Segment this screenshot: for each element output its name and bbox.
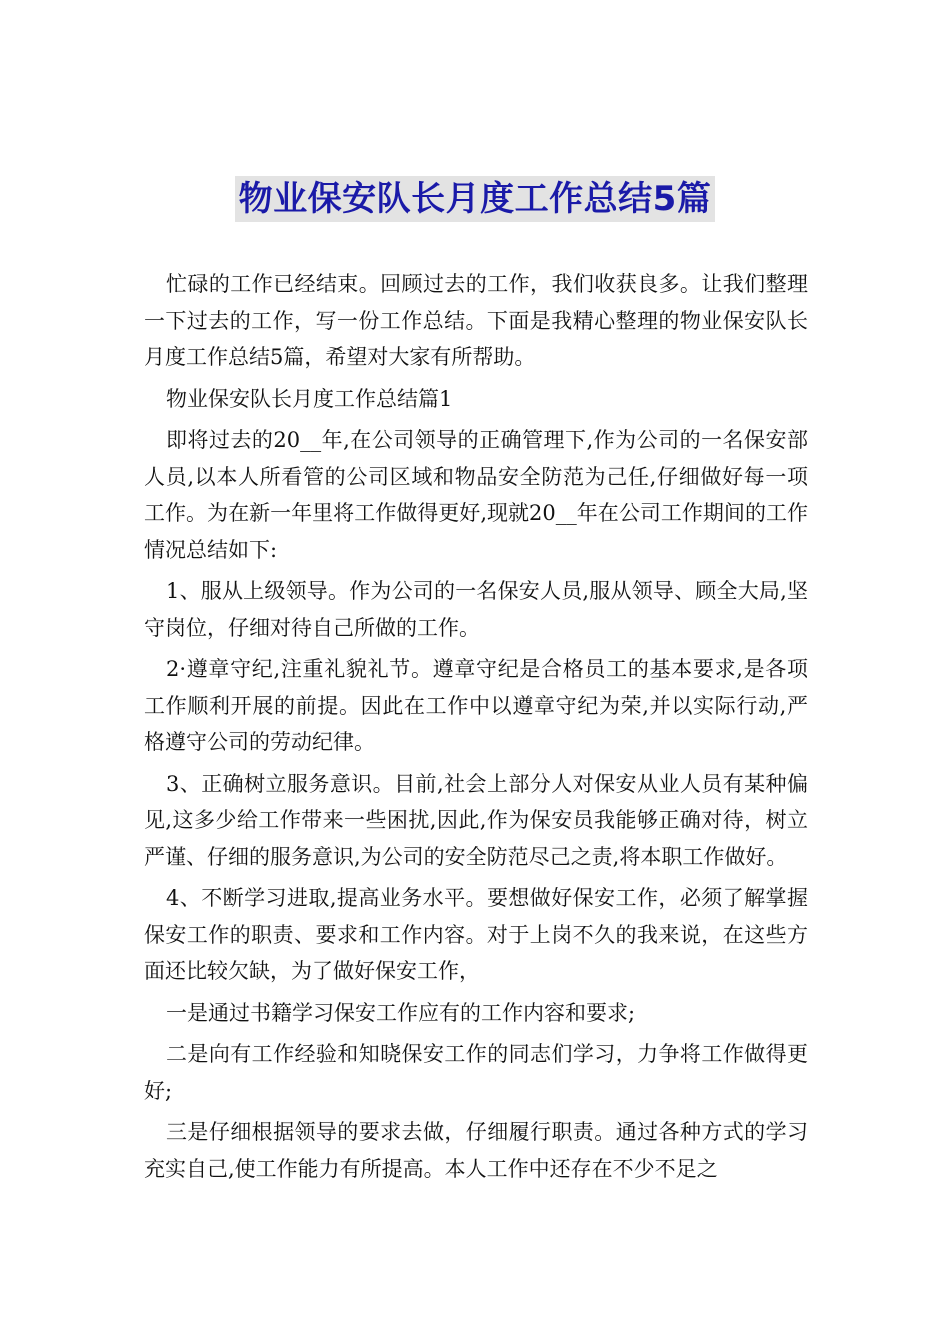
sub-item-3: 三是仔细根据领导的要求去做，仔细履行职责。通过各种方式的学习充实自己,使工作能力有所提高。本人工作中还存在不少不足之 <box>144 1120 808 1181</box>
intro-paragraph: 忙碌的工作已经结束。回顾过去的工作，我们收获良多。让我们整理一下过去的工作，写一份工作总结。下面是我精心整理的物业保安队长月度工作总结5篇，希望对大家有所帮助。 <box>144 272 808 369</box>
list-item-4: 4、不断学习进取,提高业务水平。要想做好保安工作，必须了解掌握保安工作的职责、要求和工作内容。对于上岗不久的我来说，在这些方面还比较欠缺，为了做好保安工作， <box>144 886 808 983</box>
section-heading: 物业保安队长月度工作总结篇1 <box>166 386 453 411</box>
list-item-2: 2·遵章守纪,注重礼貌礼节。遵章守纪是合格员工的基本要求,是各项工作顺利开展的前提。因此在工作中以遵章守纪为荣,并以实际行动,严格遵守公司的劳动纪律。 <box>144 657 808 754</box>
document-title: 物业保安队长月度工作总结5篇 <box>235 176 716 222</box>
sub-item-1: 一是通过书籍学习保安工作应有的工作内容和要求; <box>166 1000 636 1025</box>
list-item-1: 1、服从上级领导。作为公司的一名保安人员,服从领导、顾全大局,坚守岗位，仔细对待自己所做的工作。 <box>144 579 808 640</box>
document-body <box>144 266 808 1192</box>
sub-item-2: 二是向有工作经验和知晓保安工作的同志们学习，力争将工作做得更好; <box>144 1042 808 1103</box>
document-title-wrapper <box>0 176 950 222</box>
list-item-3: 3、正确树立服务意识。目前,社会上部分人对保安从业人员有某种偏见,这多少给工作带来一些困扰,因此,作为保安员我能够正确对待，树立严谨、仔细的服务意识,为公司的安全防范尽己之责,将本职工作做好。 <box>144 771 808 869</box>
body-paragraph: 即将过去的20__年,在公司领导的正确管理下,作为公司的一名保安部人员,以本人所看管的公司区域和物品安全防范为己任,仔细做好每一项工作。为在新一年里将工作做得更好,现就20__年在公司工作期间的工作情况总结如下: <box>144 428 808 562</box>
